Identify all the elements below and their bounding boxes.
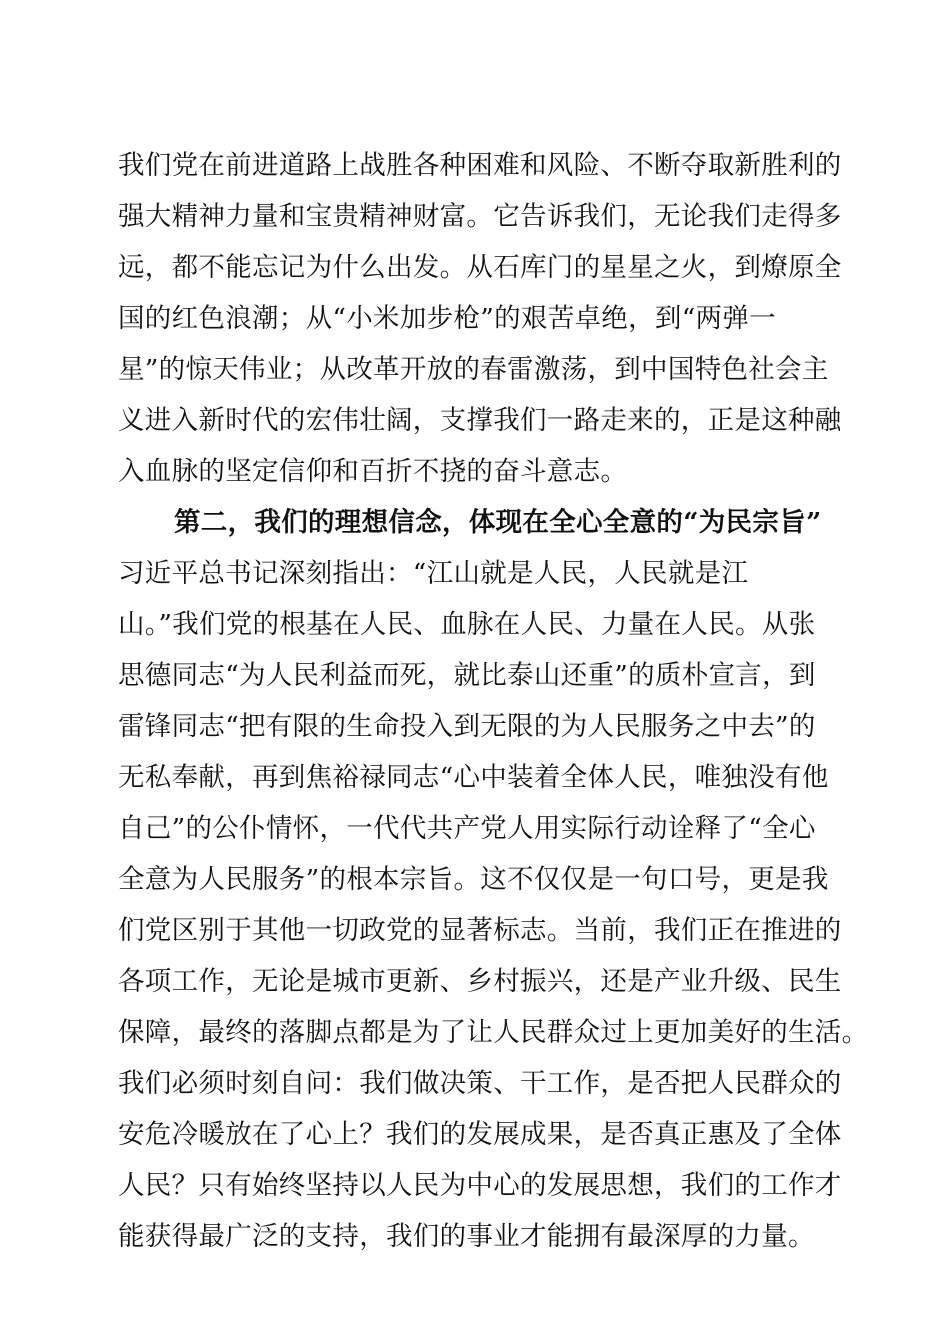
document-body <box>118 140 869 1262</box>
text-line: 入血脉的坚定信仰和百折不挠的奋斗意志。 <box>118 456 628 487</box>
text-line: 我们必须时刻自问：我们做决策、干工作，是否把人民群众的 <box>118 1068 842 1099</box>
text-line: 全意为人民服务”的根本宗旨。这不仅仅是一句口号，更是我 <box>118 864 829 895</box>
text-line: 我们党在前进道路上战胜各种困难和风险、不断夺取新胜利的 <box>118 150 842 181</box>
text-line: 雷锋同志“把有限的生命投入到无限的为人民服务之中去”的 <box>118 711 816 742</box>
text-line: 无私奉献，再到焦裕禄同志“心中装着全体人民，唯独没有他 <box>118 762 829 793</box>
section-heading <box>118 497 838 548</box>
heading-line: 第二，我们的理想信念，体现在全心全意的“为民宗旨” <box>174 507 822 538</box>
text-line: 强大精神力量和宝贵精神财富。它告诉我们，无论我们走得多 <box>118 201 842 232</box>
paragraph-2 <box>118 548 869 1262</box>
text-line: 能获得最广泛的支持，我们的事业才能拥有最深厚的力量。 <box>118 1221 815 1252</box>
text-line: 山。”我们党的根基在人民、血脉在人民、力量在人民。从张 <box>118 609 816 640</box>
text-line: 各项工作，无论是城市更新、乡村振兴，还是产业升级、民生 <box>118 966 842 997</box>
text-line: 星”的惊天伟业；从改革开放的春雷激荡，到中国特色社会主 <box>118 354 829 385</box>
text-line: 安危冷暖放在了心上？我们的发展成果，是否真正惠及了全体 <box>118 1119 842 1150</box>
text-line: 国的红色浪潮；从“小米加步枪”的艰苦卓绝，到“两弹一 <box>118 303 776 334</box>
paragraph-1 <box>118 140 842 497</box>
text-line: 远，都不能忘记为什么出发。从石库门的星星之火，到燎原全 <box>118 252 842 283</box>
text-line: 义进入新时代的宏伟壮阔，支撑我们一路走来的，正是这种融 <box>118 405 842 436</box>
text-line: 人民？只有始终坚持以人民为中心的发展思想，我们的工作才 <box>118 1170 842 1201</box>
text-line: 自己”的公仆情怀，一代代共产党人用实际行动诠释了“全心 <box>118 813 816 844</box>
text-line: 思德同志“为人民利益而死，就比泰山还重”的质朴宣言，到 <box>118 660 816 691</box>
text-line: 保障，最终的落脚点都是为了让人民群众过上更加美好的生活。 <box>118 1017 869 1048</box>
text-line: 习近平总书记深刻指出：“江山就是人民，人民就是江 <box>118 558 749 589</box>
text-line: 们党区别于其他一切政党的显著标志。当前，我们正在推进的 <box>118 915 842 946</box>
